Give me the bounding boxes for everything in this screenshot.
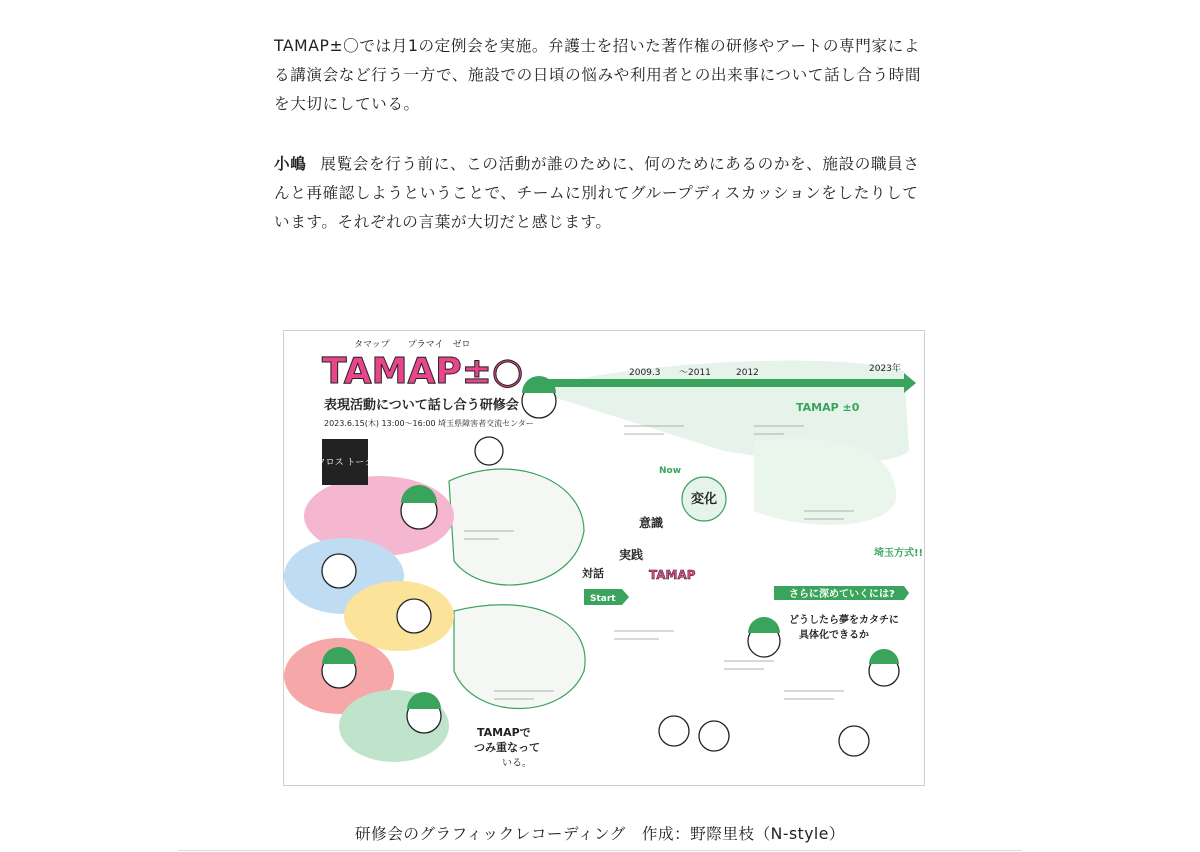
paragraph-1: TAMAP±〇では月1の定例会を実施。弁護士を招いた著作権の研修やアートの専門家による講演会など行う一方で、施設での日頃の悩みや利用者との出来事について話し合う時間を大切にしている。: [274, 37, 922, 113]
year-2023: 2023年: [869, 364, 901, 374]
center-logo: TAMAP: [649, 568, 696, 582]
question-label: さらに深めていくには?: [789, 589, 895, 600]
title-logo: TAMAP±○: [322, 351, 524, 392]
divider: [178, 850, 1022, 851]
graphic-recording-image: [283, 330, 925, 786]
paragraph-2: [274, 150, 934, 237]
start-label: Start: [590, 594, 616, 604]
timeline-label: TAMAP ±0: [796, 401, 860, 414]
now-marker: Now: [659, 466, 682, 476]
title-ruby: タマップ プラマイ ゼロ: [354, 340, 471, 350]
values-cloud: [454, 605, 585, 709]
saitama-note: 埼玉方式!!: [874, 548, 924, 559]
tsumikasane-tag: つみ重なって: [474, 741, 540, 754]
graphic-recording-illustration: [284, 331, 924, 785]
dream-line-1: どうしたら夢をカタチに: [789, 615, 899, 626]
word-jissen: 実践: [619, 548, 644, 562]
discussion-cloud: [449, 469, 584, 585]
year-2011: 〜2011: [679, 368, 711, 378]
year-2009: 2009.3: [629, 368, 661, 378]
speaker-name: 小嶋: [274, 155, 307, 173]
word-ishiki: 意識: [639, 516, 664, 530]
word-henka: 変化: [690, 492, 718, 507]
iru-tag: いる。: [502, 758, 532, 769]
paragraph-2-text: 展覧会を行う前に、この活動が誰のために、何のためにあるのかを、施設の職員さんと再確認しようということで、チームに別れてグループディスカッションをしたりしています。それぞれの言葉が大切だと感じます。: [274, 155, 920, 231]
title-subtitle: 表現活動について話し合う研修会: [324, 398, 519, 413]
year-2012: 2012: [736, 368, 759, 378]
dream-line-2: 具体化できるか: [799, 630, 869, 641]
word-taiwa: 対話: [582, 567, 604, 580]
tamap-tag: TAMAPで: [477, 726, 531, 739]
title-date: 2023.6.15(木) 13:00〜16:00 埼玉県障害者交流センター: [324, 419, 534, 428]
figure-caption: 研修会のグラフィックレコーディング 作成：野際里枝（N-style）: [355, 825, 845, 843]
cross-talk-label: クロス トーク: [316, 458, 374, 468]
